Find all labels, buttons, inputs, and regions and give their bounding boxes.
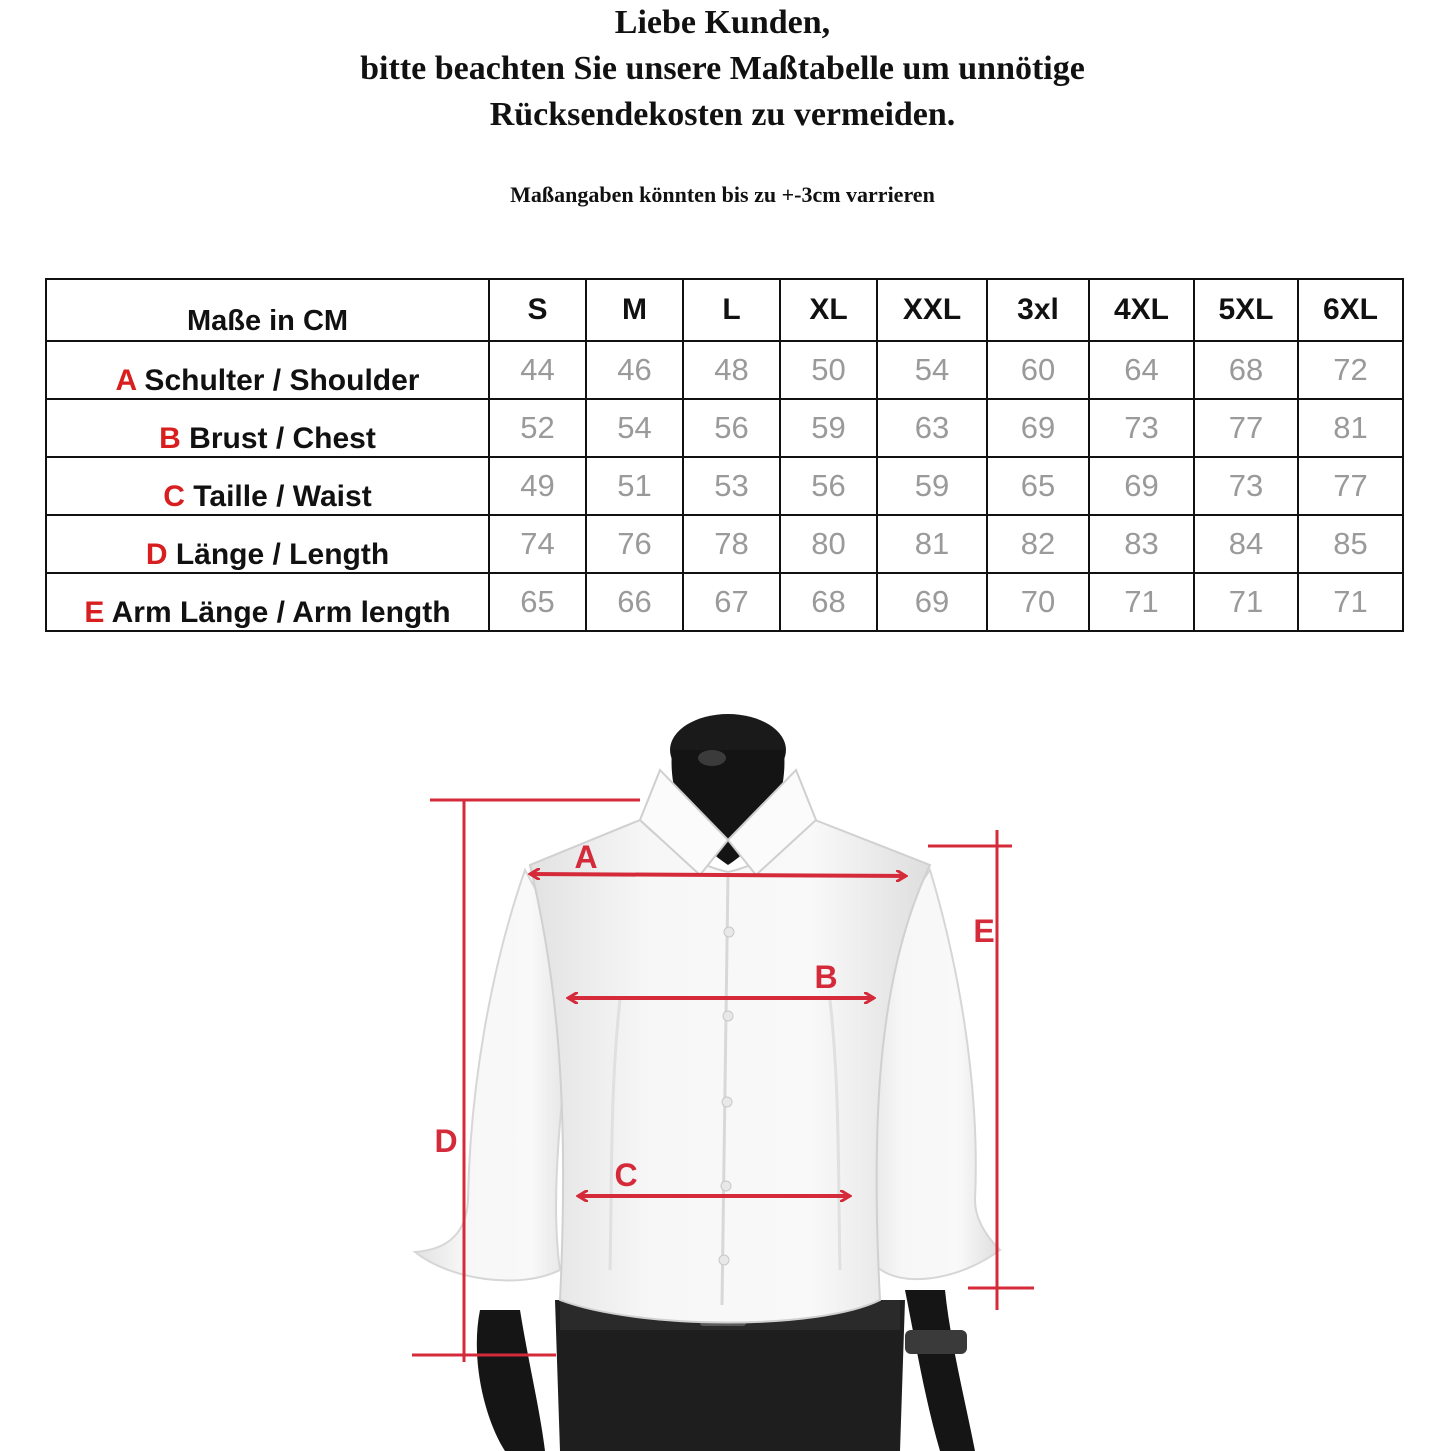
row-label-text: Taille / Waist — [184, 480, 372, 513]
table-row — [46, 457, 1403, 515]
row-label — [46, 341, 489, 399]
table-cell: 77 — [1194, 399, 1298, 457]
size-header: 4XL — [1089, 279, 1194, 341]
table-cell: 65 — [987, 457, 1089, 515]
size-header: 3xl — [987, 279, 1089, 341]
table-cell: 82 — [987, 515, 1089, 573]
table-cell: 80 — [780, 515, 877, 573]
table-cell: 56 — [683, 399, 780, 457]
table-cell: 84 — [1194, 515, 1298, 573]
greeting-line-1: Liebe Kunden, — [614, 4, 831, 41]
table-cell: 63 — [877, 399, 987, 457]
table-cell: 85 — [1298, 515, 1403, 573]
table-cell: 69 — [987, 399, 1089, 457]
greeting — [0, 0, 1445, 138]
table-cell: 73 — [1089, 399, 1194, 457]
tolerance-note: Maßangaben könnten bis zu +-3cm varrieren — [510, 182, 935, 207]
shirt-measurement-figure — [0, 640, 1445, 1451]
table-corner-label: Maße in CM — [46, 279, 489, 341]
size-header: 5XL — [1194, 279, 1298, 341]
row-label-text: Schulter / Shoulder — [136, 364, 420, 397]
table-cell: 54 — [586, 399, 683, 457]
table-cell: 53 — [683, 457, 780, 515]
row-letter: C — [163, 480, 185, 513]
greeting-line-2: bitte beachten Sie unsere Maßtabelle um unnötige — [360, 50, 1085, 87]
table-cell: 60 — [987, 341, 1089, 399]
row-letter: B — [159, 422, 181, 455]
table-cell: 83 — [1089, 515, 1194, 573]
greeting-line-3: Rücksendekosten zu vermeiden. — [489, 96, 956, 133]
row-label-text: Brust / Chest — [180, 422, 376, 455]
shirt-diagram — [0, 640, 1445, 1451]
table-row — [46, 341, 1403, 399]
label-e: E — [973, 913, 995, 949]
table-cell: 69 — [1089, 457, 1194, 515]
table-cell: 77 — [1298, 457, 1403, 515]
label-d: D — [434, 1123, 458, 1159]
table-cell: 76 — [586, 515, 683, 573]
table-cell: 64 — [1089, 341, 1194, 399]
size-header: 6XL — [1298, 279, 1403, 341]
label-a: A — [574, 839, 598, 875]
table-cell: 56 — [780, 457, 877, 515]
table-cell: 67 — [683, 573, 780, 631]
table-cell: 69 — [877, 573, 987, 631]
table-cell: 49 — [489, 457, 586, 515]
table-cell: 71 — [1089, 573, 1194, 631]
row-letter: A — [115, 364, 137, 397]
label-c: C — [614, 1157, 638, 1193]
table-cell: 68 — [1194, 341, 1298, 399]
table-cell: 68 — [780, 573, 877, 631]
size-header-row — [46, 279, 1403, 341]
table-cell: 51 — [586, 457, 683, 515]
table-cell: 74 — [489, 515, 586, 573]
row-label — [46, 457, 489, 515]
size-chart-table — [45, 278, 1404, 632]
table-cell: 81 — [877, 515, 987, 573]
table-cell: 73 — [1194, 457, 1298, 515]
table-row — [46, 399, 1403, 457]
size-header: XL — [780, 279, 877, 341]
table-cell: 65 — [489, 573, 586, 631]
table-cell: 70 — [987, 573, 1089, 631]
table-cell: 66 — [586, 573, 683, 631]
size-header: S — [489, 279, 586, 341]
table-cell: 71 — [1194, 573, 1298, 631]
row-label-text: Länge / Length — [167, 538, 390, 571]
row-label — [46, 399, 489, 457]
table-row — [46, 515, 1403, 573]
table-cell: 52 — [489, 399, 586, 457]
row-label-text: Arm Länge / Arm length — [104, 596, 451, 629]
table-cell: 72 — [1298, 341, 1403, 399]
size-header: M — [586, 279, 683, 341]
table-row — [46, 573, 1403, 631]
table-cell: 71 — [1298, 573, 1403, 631]
table-cell: 46 — [586, 341, 683, 399]
label-b: B — [814, 959, 838, 995]
table-cell: 59 — [780, 399, 877, 457]
table-cell: 78 — [683, 515, 780, 573]
row-label — [46, 573, 489, 631]
row-letter: E — [84, 596, 105, 629]
shirt — [415, 770, 1000, 1323]
size-header: L — [683, 279, 780, 341]
table-cell: 50 — [780, 341, 877, 399]
size-header: XXL — [877, 279, 987, 341]
table-cell: 48 — [683, 341, 780, 399]
table-cell: 59 — [877, 457, 987, 515]
table-cell: 44 — [489, 341, 586, 399]
table-cell: 54 — [877, 341, 987, 399]
table-cell: 81 — [1298, 399, 1403, 457]
row-label — [46, 515, 489, 573]
row-letter: D — [145, 538, 168, 571]
